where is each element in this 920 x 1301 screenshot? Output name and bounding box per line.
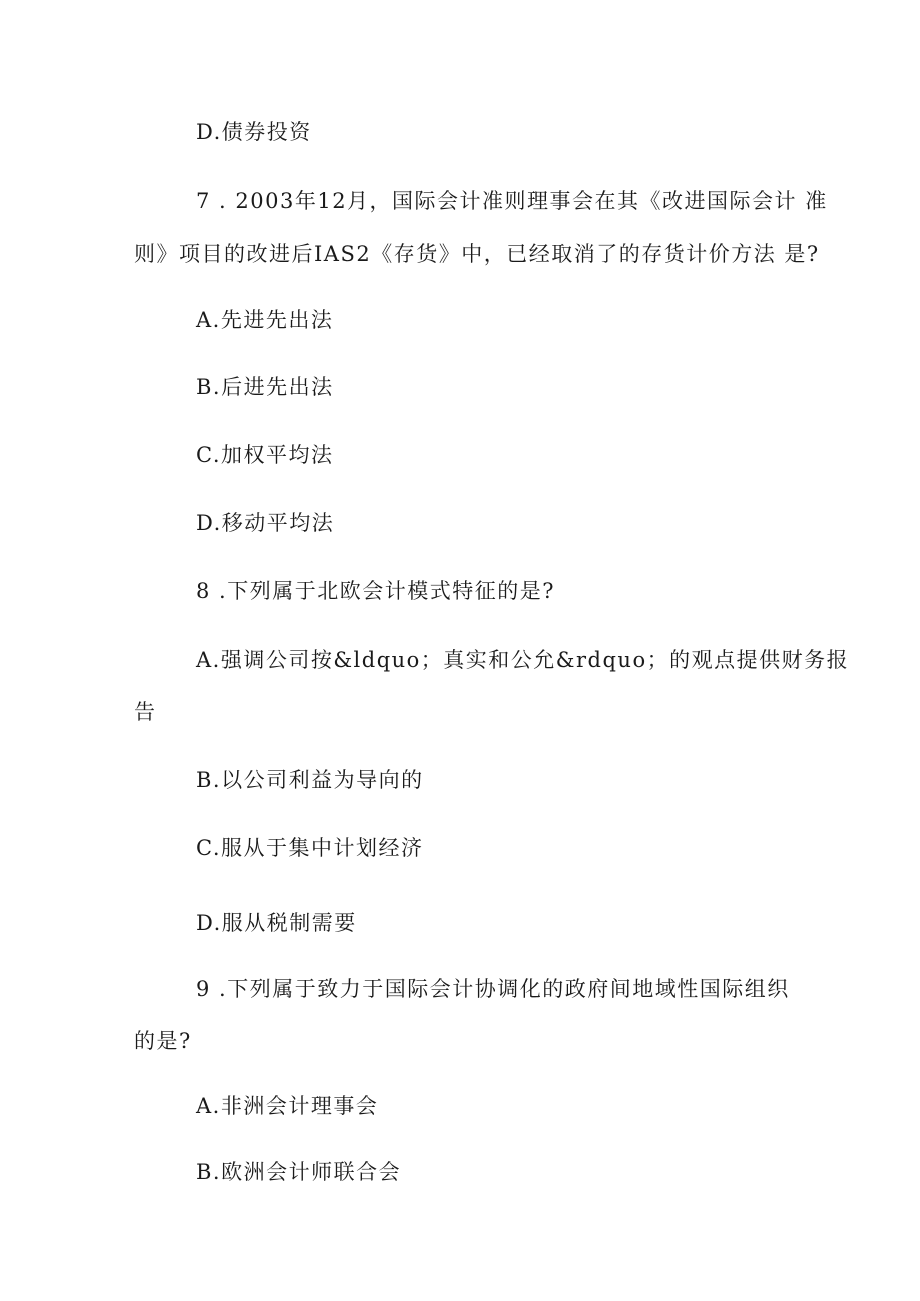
q7-option-d: D.移动平均法 [196,511,335,535]
q9-text-line1: 9 .下列属于致力于国际会计协调化的政府间地域性国际组织 [196,977,790,1001]
q8-option-d: D.服从税制需要 [196,911,357,935]
q7-option-c: C.加权平均法 [196,443,334,467]
q7-text-line1: 7 . 2003年12月，国际会计准则理事会在其《改进国际会计 准 [196,189,828,213]
q8-text: 8 .下列属于北欧会计模式特征的是? [196,579,555,603]
q7-text-line2: 则》项目的改进后IAS2《存货》中，已经取消了的存货计价方法 是? [134,242,820,266]
q8-option-a-line1: A.强调公司按&ldquo；真实和公允&rdquo；的观点提供财务报 [196,648,850,672]
q6-option-d: D.债券投资 [196,120,312,144]
q7-option-b: B.后进先出法 [196,375,334,399]
q7-option-a: A.先进先出法 [196,308,334,332]
q9-option-a: A.非洲会计理事会 [196,1094,379,1118]
q8-option-c: C.服从于集中计划经济 [196,836,424,860]
q8-option-a-line2: 告 [134,700,157,724]
q8-option-b: B.以公司利益为导向的 [196,768,424,792]
q9-text-line2: 的是? [134,1029,192,1053]
q9-option-b: B.欧洲会计师联合会 [196,1160,402,1184]
